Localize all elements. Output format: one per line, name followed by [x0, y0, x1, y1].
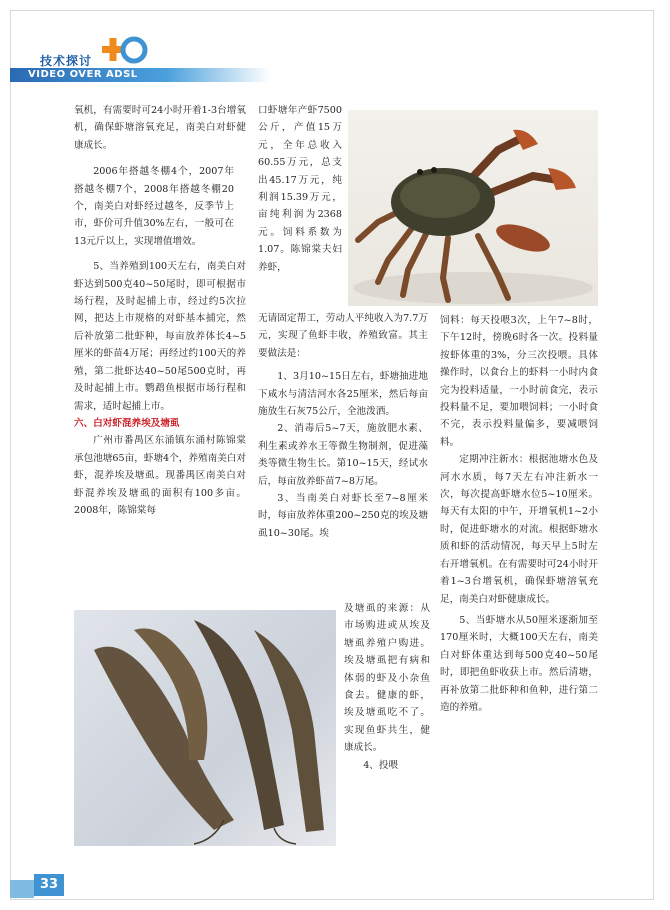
paragraph: 2006年搭越冬棚4个，2007年搭越冬棚7个，2008年搭越冬棚20个，南美白对虾经过越冬，反季节上市，虾价可升值30%左右，一般可在13元斤以上，实现增值增效。	[74, 166, 234, 247]
footer-stripe	[10, 880, 34, 898]
paragraph: 及塘虱的来源：从市场购进或从埃及塘虱养殖户购进。埃及塘虱把有病和体弱的虾及小杂鱼食去。健康的虾，埃及塘虱吃不了。实现鱼虾共生，健康成长。	[344, 603, 430, 754]
section-heading: 六、白对虾混养埃及塘虱	[74, 417, 180, 429]
crab-illustration	[348, 110, 598, 306]
crab-photo	[348, 110, 598, 306]
fish-photo	[74, 610, 336, 846]
paragraph: 广州市番禺区东涌镇东涌村陈锦棠承包池塘65亩，虾塘4个，养殖南美白对虾，混养埃及塘虱。现番禺区南美白对虾混养埃及塘虱的面积有100多亩。2008年，陈锦棠每	[74, 435, 246, 516]
column-label: 技术探讨	[40, 54, 93, 68]
column-2-top	[258, 102, 342, 276]
header	[10, 28, 370, 86]
paragraph: 饲料：每天投喂3次，上午7~8时，下午12时，傍晚6时各一次。投料量按虾体重的3%，分三次投喂。具体操作时，以食台上的虾料一小时内食完为投料适量，一小时前食完，表示投料量不足，要加喂饲料；一小时食不完，表示投料量偏多，要减喂饲料。	[440, 315, 598, 448]
paragraph: 2、消毒后5~7天，施放肥水素、利生素或养水王等微生物制剂，促进藻类等微生物生长。第10~15天，经试水后，每亩放养虾苗7~8万尾。	[258, 423, 428, 487]
paragraph: 1、3月10~15日左右，虾塘抽进地下咸水与清洁河水各25厘米，然后每亩施放生石灰75公斤，全池泼洒。	[258, 371, 428, 418]
paragraph: 口虾塘年产虾7500公斤，产值15万元，全年总收入60.55万元，总支出45.17万元，纯利润15.39万元，亩纯利润为2368元。饲料系数为1.07。陈锦棠夫妇养虾，	[258, 105, 342, 273]
paragraph: 氧机，有需要时可24小时开着1-3台增氧机，确保虾塘溶氧充足，南美白对虾健康成长。	[74, 105, 246, 151]
column-2-side	[344, 600, 430, 774]
paragraph: 无请固定帮工，劳动人平纯收入为7.7万元，实现了鱼虾丰收，养殖致富。其主要做法是：	[258, 313, 428, 359]
header-subtitle: VIDEO OVER ADSL	[28, 69, 138, 80]
page-number: 33	[34, 874, 64, 896]
column-3	[440, 312, 598, 716]
paragraph: 定期冲注新水：根据池塘水色及河水水质，每7天左右冲注新水一次，每次提高虾塘水位5~10厘米。每天有太阳的中午，开增氧机1~2小时，促进虾塘水的对流。根据虾塘水质和虾的活动情况，每天早上5时左右开增氧机。在有需要时可24小时开着1~3台增氧机，确保虾塘溶氧充足，南美白对虾健康成长。	[440, 454, 598, 605]
paragraph: 3、当南美白对虾长至7~8厘米时，每亩放养体重200~250克的埃及塘虱10~30尾。埃	[258, 493, 428, 539]
catfish-illustration	[74, 610, 336, 846]
column-2-main	[258, 310, 428, 542]
paragraph: 5、当虾塘水从50厘米逐渐加至170厘米时，大概100天左右，南美白对虾体重达到每500克40~50尾时，即把鱼虾收获上市。然后清塘，再补放第二批虾种和鱼种，进行第二造的养殖。	[440, 614, 598, 713]
column-1	[74, 102, 246, 519]
paragraph: 4、投喂	[363, 759, 399, 771]
paragraph: 5、当养殖到100天左右，南美白对虾达到500克40~50尾时，即可根据市场行程，及时起捕上市，经过约5次拉网，把达上市规格的对虾基本捕完，然后补放第二批虾种，每亩放养体长4~5厘米的虾苗4万尾；再经过约100天的养殖，第二批虾达40~50尾500克时，再及时起捕上市。鹦鹉鱼根据市场行程和需求，适时起捕上市。	[74, 261, 246, 412]
